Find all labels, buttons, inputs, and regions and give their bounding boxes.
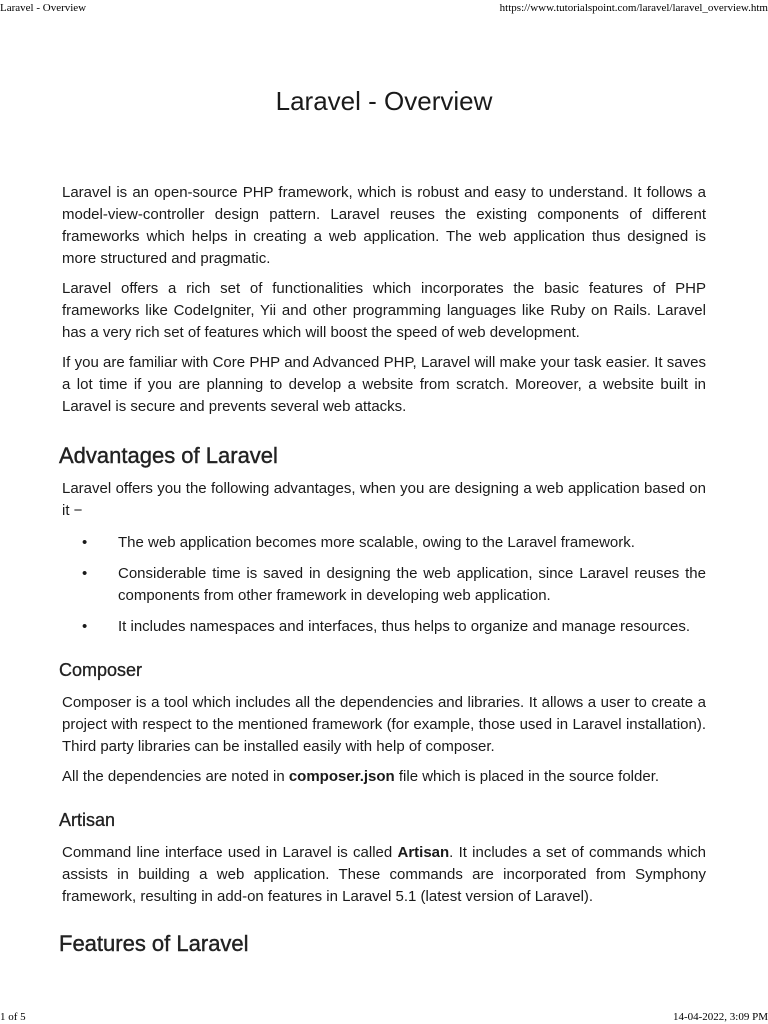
artisan-term: Artisan [397,844,450,861]
composer-paragraph-1: Composer is a tool which includes all the dependencies and libraries. It allows a user to create a project with respect to the mentioned framework (for example, those used in Laravel installation). Third party libraries can be installed easily with help of composer. [62,694,706,755]
print-footer-datetime: 14-04-2022, 3:09 PM [672,1011,768,1023]
print-header-url: https://www.tutorialspoint.com/laravel/laravel_overview.htm [499,2,768,14]
list-item [62,616,706,638]
advantages-lead: Laravel offers you the following advantages, when you are designing a web application based on it − [62,480,706,519]
list-item [62,563,706,607]
print-footer-page: 1 of 5 [0,1011,26,1023]
bullet-icon: • [82,534,88,551]
artisan-paragraph: Command line interface used in Laravel is called Artisan. It includes a set of commands which assists in building a web application. These commands are incorporated from Symphony framework, resulting in add-on features in Laravel 5.1 (latest version of Laravel). [62,844,707,905]
article-content [59,182,707,958]
composer-heading: Composer [59,660,143,680]
page-title: Laravel - Overview [275,86,493,116]
bullet-icon: • [82,565,88,582]
features-heading: Features of Laravel [59,931,249,956]
list-item [62,532,706,554]
intro-paragraph-1: Laravel is an open-source PHP framework, which is robust and easy to understand. It follows a model-view-controller design pattern. Laravel reuses the existing components of different frameworks which helps in creating a web application. The web application thus designed is more structured and pragmatic. [62,184,706,267]
list-item-text: It includes namespaces and interfaces, thus helps to organize and manage resources. [118,618,691,635]
artisan-heading: Artisan [59,810,116,830]
list-item-text: The web application becomes more scalable, owing to the Laravel framework. [118,534,635,551]
intro-paragraph-2: Laravel offers a rich set of functionalities which incorporates the basic features of PHP frameworks like CodeIgniter, Yii and other programming languages like Ruby on Rails. Laravel has a very rich set of features which will boost the speed of web development. [62,280,706,341]
advantages-list [62,532,706,638]
composer-paragraph-2: All the dependencies are noted in composer.json file which is placed in the source folder. [62,768,660,785]
print-header-title: Laravel - Overview [0,2,87,14]
intro-paragraph-3: If you are familiar with Core PHP and Advanced PHP, Laravel will make your task easier. It saves a lot time if you are planning to develop a website from scratch. Moreover, a website built in Laravel is secure and prevents several web attacks. [62,354,706,415]
list-item-text: Considerable time is saved in designing the web application, since Laravel reuses the components from other framework in developing web application. [118,565,706,604]
composer-json-term: composer.json [288,768,395,785]
advantages-heading: Advantages of Laravel [59,443,278,468]
bullet-icon: • [82,618,88,635]
